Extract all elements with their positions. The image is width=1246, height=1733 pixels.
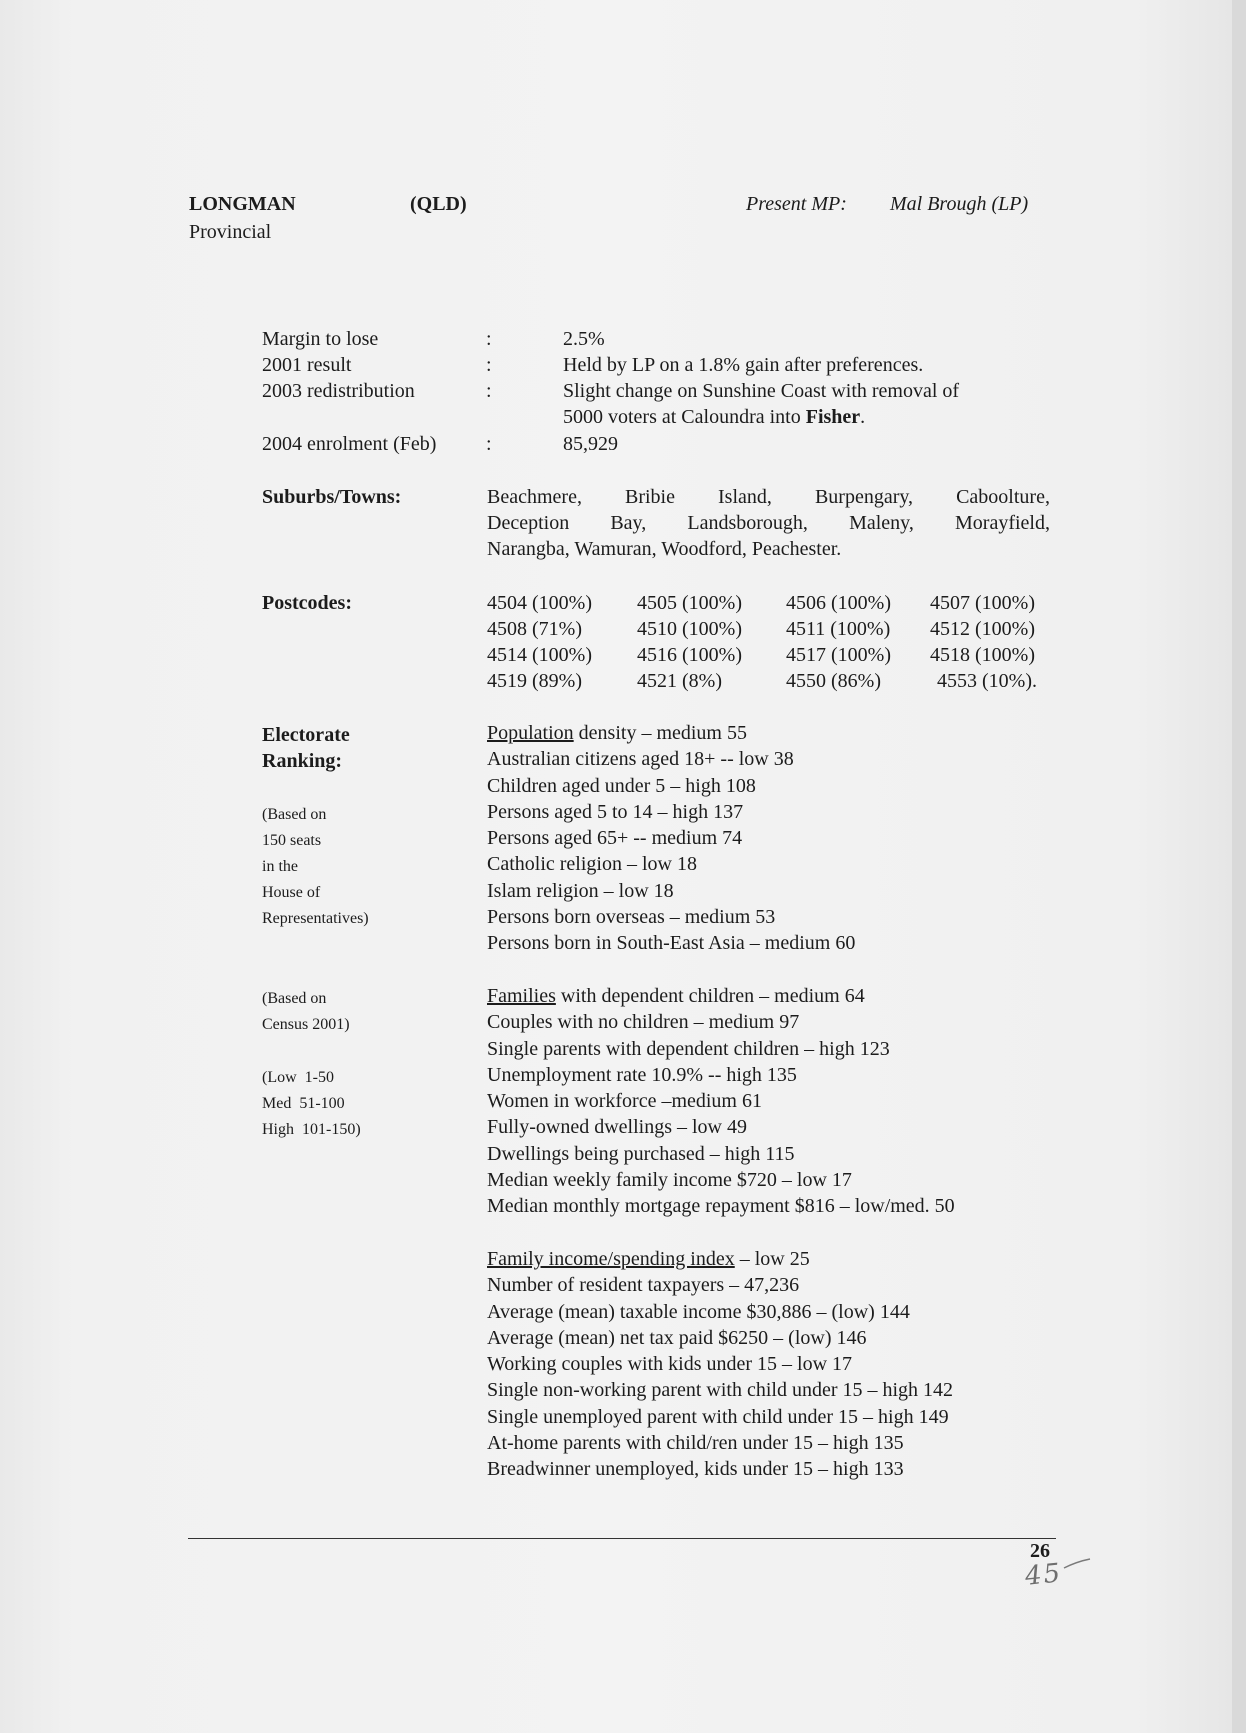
fact-label: 2003 redistribution: [262, 380, 415, 402]
ranking-line: Single parents with dependent children – high 123: [487, 1037, 890, 1060]
postcode-cell: 4550 (86%): [786, 670, 881, 692]
seat-type: Provincial: [189, 221, 272, 243]
scale-note: (Low 1-50 Med 51-100 High 101-150): [262, 1069, 361, 1138]
ranking-line: Catholic religion – low 18: [487, 853, 697, 876]
postcode-cell: 4505 (100%): [637, 592, 742, 614]
fact-label: 2001 result: [262, 354, 352, 376]
fisher-bold: Fisher: [805, 406, 861, 428]
handwritten-page-mark: 45: [1023, 1558, 1064, 1592]
ranking-line: Australian citizens aged 18+ -- low 38: [487, 748, 794, 771]
fact-separator: :: [486, 328, 492, 350]
ranking-line: Single unemployed parent with child under 15 – high 149: [487, 1405, 949, 1428]
fact-separator: :: [486, 433, 492, 455]
ranking-line: Median monthly mortgage repayment $816 – low/med. 50: [487, 1195, 955, 1218]
postcode-cell: 4516 (100%): [637, 644, 742, 666]
postcodes-label: Postcodes:: [262, 592, 352, 614]
mp-label: Present MP:: [746, 193, 847, 215]
suburbs-line: Beachmere, Bribie Island, Burpengary, Caboolture,: [487, 486, 1050, 508]
ranking-line: Persons aged 65+ -- medium 74: [487, 827, 743, 850]
ranking-line: Unemployment rate 10.9% -- high 135: [487, 1063, 797, 1086]
seat-name: LONGMAN: [189, 193, 296, 215]
ranking-line: Family income/spending index – low 25: [487, 1248, 810, 1270]
ranking-line: Persons born overseas – medium 53: [487, 906, 776, 929]
ranking-line: At-home parents with child/ren under 15 – high 135: [487, 1432, 904, 1455]
ranking-line: Population density – medium 55: [487, 722, 747, 744]
ranking-line: Number of resident taxpayers – 47,236: [487, 1274, 800, 1297]
ranking-line: Median weekly family income $720 – low 17: [487, 1169, 852, 1192]
ranking-line: Islam religion – low 18: [487, 879, 674, 902]
handwritten-stroke: [1062, 1556, 1092, 1572]
ranking-group-population: [487, 720, 855, 957]
ranking-label: Ranking:: [262, 750, 343, 772]
postcode-cell: 4521 (8%): [637, 670, 722, 692]
ranking-note: (Based on 150 seats in the House of Representatives): [262, 806, 369, 927]
fact-value: 2.5%: [563, 328, 605, 350]
suburbs-label: Suburbs/Towns:: [262, 486, 402, 508]
fact-separator: :: [486, 380, 492, 402]
ranking-line: Dwellings being purchased – high 115: [487, 1142, 795, 1165]
fact-value: Held by LP on a 1.8% gain after preferences.: [563, 354, 924, 376]
ranking-line: Working couples with kids under 15 – low 17: [487, 1353, 853, 1376]
footer-rule: [188, 1538, 1056, 1539]
postcode-cell: 4510 (100%): [637, 618, 742, 640]
ranking-line: Breadwinner unemployed, kids under 15 – high 133: [487, 1458, 904, 1481]
census-note: (Based on Census 2001): [262, 990, 350, 1033]
fact-label: Margin to lose: [262, 328, 379, 350]
state-label: (QLD): [410, 193, 467, 215]
mp-name: Mal Brough (LP): [890, 193, 1029, 215]
suburbs-line: Narangba, Wamuran, Woodford, Peachester.: [487, 538, 842, 560]
postcode-cell: 4517 (100%): [786, 644, 891, 666]
ranking-group-families: [487, 983, 955, 1220]
suburbs-line: Deception Bay, Landsborough, Maleny, Morayfield,: [487, 512, 1050, 534]
page-edge-shadow: [1232, 0, 1246, 1733]
fact-value-continued: 5000 voters at Caloundra into Fisher.: [563, 406, 866, 428]
ranking-line: Couples with no children – medium 97: [487, 1011, 800, 1034]
ranking-line: Average (mean) net tax paid $6250 – (low) 146: [487, 1326, 867, 1349]
postcode-cell: 4518 (100%): [930, 644, 1035, 666]
ranking-line: Persons aged 5 to 14 – high 137: [487, 800, 744, 823]
ranking-line: Persons born in South-East Asia – medium 60: [487, 932, 856, 955]
ranking-line: Single non-working parent with child under 15 – high 142: [487, 1379, 954, 1402]
fact-value: 85,929: [563, 433, 618, 455]
postcode-cell: 4504 (100%): [487, 592, 592, 614]
ranking-line: Children aged under 5 – high 108: [487, 774, 756, 797]
ranking-label: Electorate: [262, 724, 350, 746]
page-number: 26: [1030, 1540, 1050, 1562]
ranking-line: Fully-owned dwellings – low 49: [487, 1116, 747, 1139]
postcode-cell: 4514 (100%): [487, 644, 592, 666]
ranking-line: Women in workforce –medium 61: [487, 1090, 762, 1113]
fact-value: Slight change on Sunshine Coast with removal of: [563, 380, 960, 402]
postcode-cell: 4512 (100%): [930, 618, 1035, 640]
ranking-group-income: [487, 1246, 953, 1483]
postcode-cell: 4553 (10%).: [937, 670, 1037, 692]
fact-label: 2004 enrolment (Feb): [262, 433, 437, 455]
postcode-cell: 4508 (71%): [487, 618, 582, 640]
postcode-cell: 4519 (89%): [487, 670, 582, 692]
fact-separator: :: [486, 354, 492, 376]
ranking-line: Families with dependent children – medium 64: [487, 985, 865, 1007]
postcode-cell: 4511 (100%): [786, 618, 891, 640]
postcode-cell: 4507 (100%): [930, 592, 1035, 614]
ranking-line: Average (mean) taxable income $30,886 – (low) 144: [487, 1300, 910, 1323]
postcode-cell: 4506 (100%): [786, 592, 891, 614]
